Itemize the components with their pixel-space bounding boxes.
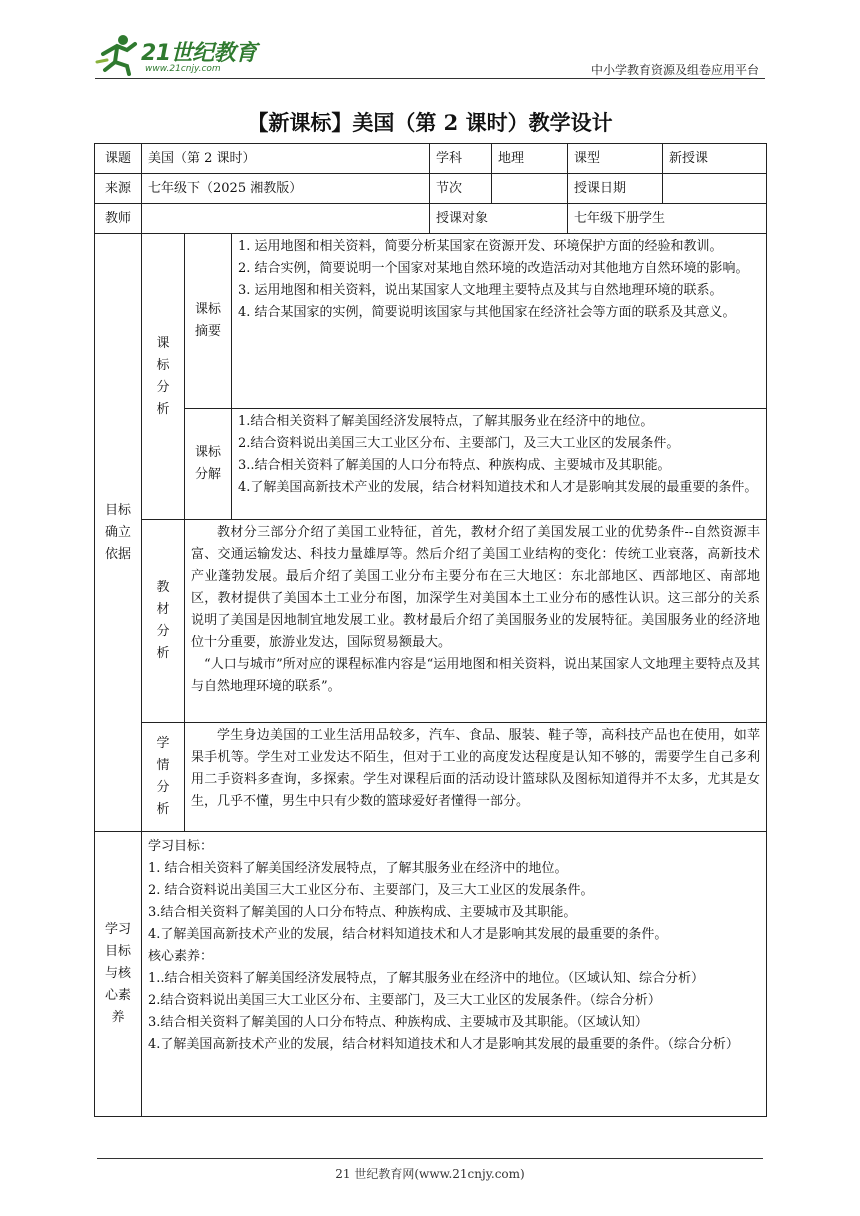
curriculum-breakdown-content <box>232 409 767 520</box>
page-header <box>95 32 765 80</box>
source-value: 七年级下（2025 湘教版） <box>142 174 430 204</box>
logo-url: www.21cnjy.com <box>145 64 221 74</box>
summary-item: 3. 运用地图和相关资料，说出某国家人文地理主要特点及其与自然地理环境的联系。 <box>238 283 723 298</box>
curriculum-breakdown-label: 课标分解 <box>185 409 232 520</box>
site-logo[interactable] <box>95 32 265 78</box>
summary-item: 1. 运用地图和相关资料，简要分析某国家在资源开发、环境保护方面的经验和教训。 <box>238 239 723 254</box>
textbook-paragraph: 教材分三部分介绍了美国工业特征，首先，教材介绍了美国发展工业的优势条件--自然资源丰富、交通运输发达、科技力量雄厚等。然后介绍了美国工业结构的变化：传统工业衰落，高新技术产业蓬勃发展。最后介绍了美国工业分布主要分布在三大地区：东北部地区、西部地区、南部地区，教材提供了美国本土工业分布图，加深学生对美国本土工业分布的感性认识。这三部分的关系说明了美国是因地制宜地发展工业。教材最后介绍了美国服务业的发展特征。美国服务业的经济地位十分重要，旅游业发达，国际贸易额最大。 <box>191 525 761 650</box>
course-label: 课题 <box>95 144 142 174</box>
breakdown-item: 3..结合相关资料了解美国的人口分布特点、种族构成、主要城市及其职能。 <box>238 458 671 473</box>
info-row-3 <box>95 204 767 234</box>
literacy-item: 2.结合资料说出美国三大工业区分布、主要部门，及三大工业区的发展条件。（综合分析） <box>148 993 661 1008</box>
header-divider <box>95 78 765 79</box>
logo-text: 21世纪教育 <box>141 41 257 66</box>
student-analysis-text: 学生身边美国的工业生活用品较多，汽车、食品、服装、鞋子等，高科技产品也在使用，如苹果手机等。学生对工业发达不陌生，但对于工业的高度发达程度是认知不够的，需要学生自己多利用二手资料多查询，多探索。学生对课程后面的活动设计篮球队及图标知道得并不太多，尤其是女生，几乎不懂，男生中只有少数的篮球爱好者懂得一部分。 <box>191 728 761 809</box>
literacy-item: 3.结合相关资料了解美国的人口分布特点、种族构成、主要城市及其职能。（区域认知） <box>148 1015 648 1030</box>
info-row-1 <box>95 144 767 174</box>
goal-item: 1. 结合相关资料了解美国经济发展特点，了解其服务业在经济中的地位。 <box>148 861 568 876</box>
runner-logo-icon <box>95 32 141 76</box>
teacher-value <box>142 204 430 234</box>
curriculum-breakdown-row <box>95 409 767 520</box>
section-value <box>492 174 568 204</box>
curriculum-summary-content <box>232 234 767 409</box>
subject-label: 学科 <box>430 144 492 174</box>
textbook-analysis-label: 教材分析 <box>142 520 185 723</box>
summary-item: 4. 结合某国家的实例，简要说明该国家与其他国家在经济社会等方面的联系及其意义。 <box>238 305 736 320</box>
literacy-item: 1..结合相关资料了解美国经济发展特点，了解其服务业在经济中的地位。（区域认知、综合分析） <box>148 971 705 986</box>
platform-name: 中小学教育资源及组卷应用平台 <box>590 63 759 77</box>
lesson-design-table <box>94 143 767 1117</box>
footer-divider <box>97 1158 763 1159</box>
objectives-content <box>142 832 767 1117</box>
footer-link[interactable]: 21 世纪教育网(www.21cnjy.com) <box>335 1167 525 1181</box>
curriculum-summary-label: 课标摘要 <box>185 234 232 409</box>
section-label: 节次 <box>430 174 492 204</box>
literacy-item: 4.了解美国高新技术产业的发展，结合材料知道技术和人才是影响其发展的最重要的条件。（综合分析） <box>148 1037 739 1052</box>
student-analysis-label: 学情分析 <box>142 723 185 832</box>
textbook-analysis-content <box>185 520 767 723</box>
goal-item: 2. 结合资料说出美国三大工业区分布、主要部门，及三大工业区的发展条件。 <box>148 883 594 898</box>
goals-title: 学习目标： <box>148 839 214 854</box>
curriculum-analysis-label: 课标分析 <box>142 234 185 520</box>
textbook-analysis-row <box>95 520 767 723</box>
student-analysis-content <box>185 723 767 832</box>
subject-value: 地理 <box>492 144 568 174</box>
type-value: 新授课 <box>663 144 767 174</box>
objectives-label: 学习目标与核心素养 <box>95 832 142 1117</box>
goal-item: 3.结合相关资料了解美国的人口分布特点、种族构成、主要城市及其职能。 <box>148 905 577 920</box>
goal-item: 4.了解美国高新技术产业的发展，结合材料知道技术和人才是影响其发展的最重要的条件。 <box>148 927 668 942</box>
breakdown-item: 4.了解美国高新技术产业的发展，结合材料知道技术和人才是影响其发展的最重要的条件。 <box>238 480 758 495</box>
summary-item: 2. 结合实例，简要说明一个国家对某地自然环境的改造活动对其他地方自然环境的影响。 <box>238 261 749 276</box>
curriculum-summary-row <box>95 234 767 409</box>
info-row-2 <box>95 174 767 204</box>
student-analysis-row <box>95 723 767 832</box>
breakdown-item: 2.结合资料说出美国三大工业区分布、主要部门，及三大工业区的发展条件。 <box>238 436 680 451</box>
date-label: 授课日期 <box>568 174 663 204</box>
breakdown-item: 1.结合相关资料了解美国经济发展特点，了解其服务业在经济中的地位。 <box>238 414 654 429</box>
literacy-title: 核心素养： <box>148 949 214 964</box>
target-label: 授课对象 <box>430 204 568 234</box>
teacher-label: 教师 <box>95 204 142 234</box>
course-value: 美国（第 2 课时） <box>142 144 430 174</box>
source-label: 来源 <box>95 174 142 204</box>
objectives-row <box>95 832 767 1117</box>
target-value: 七年级下册学生 <box>568 204 767 234</box>
date-value <box>663 174 767 204</box>
textbook-paragraph: “人口与城市”所对应的课程标准内容是“运用地图和相关资料，说出某国家人文地理主要特点及其与自然地理环境的联系”。 <box>191 657 761 694</box>
type-label: 课型 <box>568 144 663 174</box>
page-title: 【新课标】美国（第 2 课时）教学设计 <box>247 110 613 135</box>
basis-label: 目标确立依据 <box>95 234 142 832</box>
